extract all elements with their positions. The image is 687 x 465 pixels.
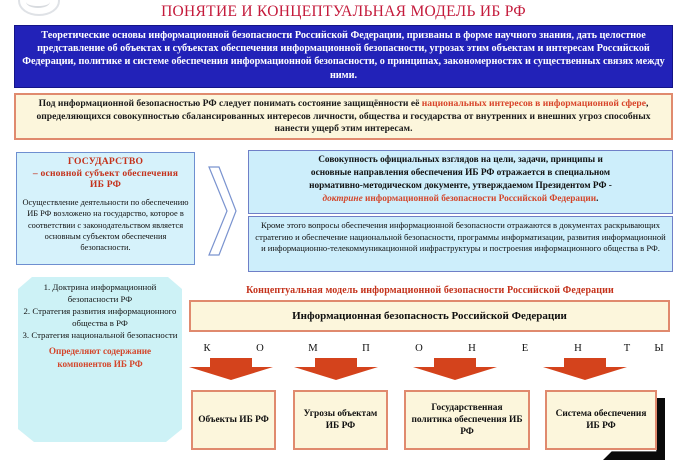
page-title: ПОНЯТИЕ И КОНЦЕПТУАЛЬНАЯ МОДЕЛЬ ИБ РФ (161, 3, 526, 20)
component-box-security-system (545, 390, 657, 450)
doctrine-line-1: Совокупность официальных взглядов на цели, задачи, принципы и (318, 155, 603, 165)
conceptual-model-title: Концептуальная модель информационной безопасности Российской Федерации (246, 285, 614, 296)
key-document-item: 1. Доктрина информационной безопасности РФ (43, 282, 157, 305)
model-root-label: Информационная безопасность Российской Федерации (292, 310, 567, 322)
definition-accent-national-interests: национальных интересов в информационной сфере (421, 98, 646, 109)
state-heading-line-2: – основной субъект обеспечения (32, 167, 179, 179)
theoretical-foundations-text: Теоретические основы информационной безопасности Российской Федерации, призваны в форме научного знания, дать целостное представление об объектах и субъектах обеспечения информационной безопасности, угрозах этим объектам и интересам Российской Федерации, политике и системе обеспечения информационной безопасности, о принципах, закономерностях и существенных связях между ними. (22, 30, 665, 81)
additional-documents-text: Кроме этого вопросы обеспечения информационной безопасности отражаются в документах раскрывающих стратегию и обеспечение национальной безопасности, программы информатизации, развития информационной и информационно-телекоммуникационной инфраструктуры и построения информационного общества в РФ. (255, 220, 666, 254)
component-letter: Т (623, 343, 631, 354)
definition-part-2: , определяющихся совокупностью сбалансированных интересов личности, общества и государства от внутренних и внешних угроз способных нанести ущерб этим интересам. (36, 98, 651, 135)
component-letter: Е (521, 343, 529, 354)
component-box-label: Объекты ИБ РФ (198, 414, 269, 425)
definition-part-1: Под информационной безопасностью РФ следует понимать состояние защищённости её (38, 98, 422, 109)
information-security-definition-panel (14, 93, 673, 140)
doctrine-word-italic: доктрине (322, 194, 363, 204)
component-box-threats (293, 390, 388, 450)
component-arrow (294, 358, 378, 380)
component-arrow (543, 358, 627, 380)
component-box-state-policy (404, 390, 530, 450)
doctrine-line-3: нормативно-методическом документе, утверждаемом Президентом РФ - (309, 181, 612, 191)
component-letter: О (415, 343, 423, 354)
key-documents-conclusion: Определяют содержание компонентов ИБ РФ (48, 346, 152, 369)
component-letter: Ы (654, 343, 664, 354)
theoretical-foundations-panel (14, 25, 673, 88)
component-box-objects (191, 390, 276, 450)
component-letter: О (256, 343, 264, 354)
state-heading-line-1: ГОСУДАРСТВО (67, 156, 144, 167)
note-fold-top-left (18, 277, 32, 289)
component-letter: К (203, 343, 211, 354)
key-document-item: 3. Стратегия национальной безопасности (22, 330, 178, 341)
component-letter: П (362, 343, 370, 354)
doctrine-accent-line: доктрине информационной безопасности Российской Федерации. (322, 194, 599, 204)
note-fold-bottom-left (18, 429, 34, 442)
component-arrow (413, 358, 497, 380)
doctrine-accent-rest: информационной безопасности Российской Федерации (362, 194, 597, 204)
state-subject-panel (16, 152, 195, 265)
component-letter: М (308, 343, 318, 354)
key-document-item: 2. Стратегия развития информационного общества в РФ (23, 306, 177, 329)
right-chevron-arrow-icon (205, 163, 239, 259)
state-heading-line-3: ИБ РФ (89, 179, 122, 191)
component-arrows-row (189, 357, 670, 385)
component-arrow (189, 358, 273, 380)
component-box-label: Государственная политика обеспечения ИБ РФ (411, 402, 523, 438)
additional-documents-panel (248, 216, 673, 272)
doctrine-panel (248, 150, 673, 214)
doctrine-line-2: основные направления обеспечения ИБ РФ отражается в специальном (310, 168, 611, 178)
components-word-row (189, 343, 670, 357)
component-letter: Н (574, 343, 582, 354)
key-documents-note (18, 277, 182, 442)
state-heading (22, 156, 189, 191)
state-body-text: Осуществление деятельности по обеспечению ИБ РФ возложено на государство, которое в соответствии с законодательством является основным субъектом обеспечения безопасности. (22, 197, 189, 253)
component-box-label: Угрозы объектам ИБ РФ (303, 408, 378, 431)
note-fold-top-right (168, 277, 182, 289)
component-box-label: Система обеспечения ИБ РФ (555, 408, 647, 431)
component-letter: Н (468, 343, 476, 354)
note-fold-bottom-right (166, 429, 182, 442)
model-root-box (189, 300, 670, 332)
